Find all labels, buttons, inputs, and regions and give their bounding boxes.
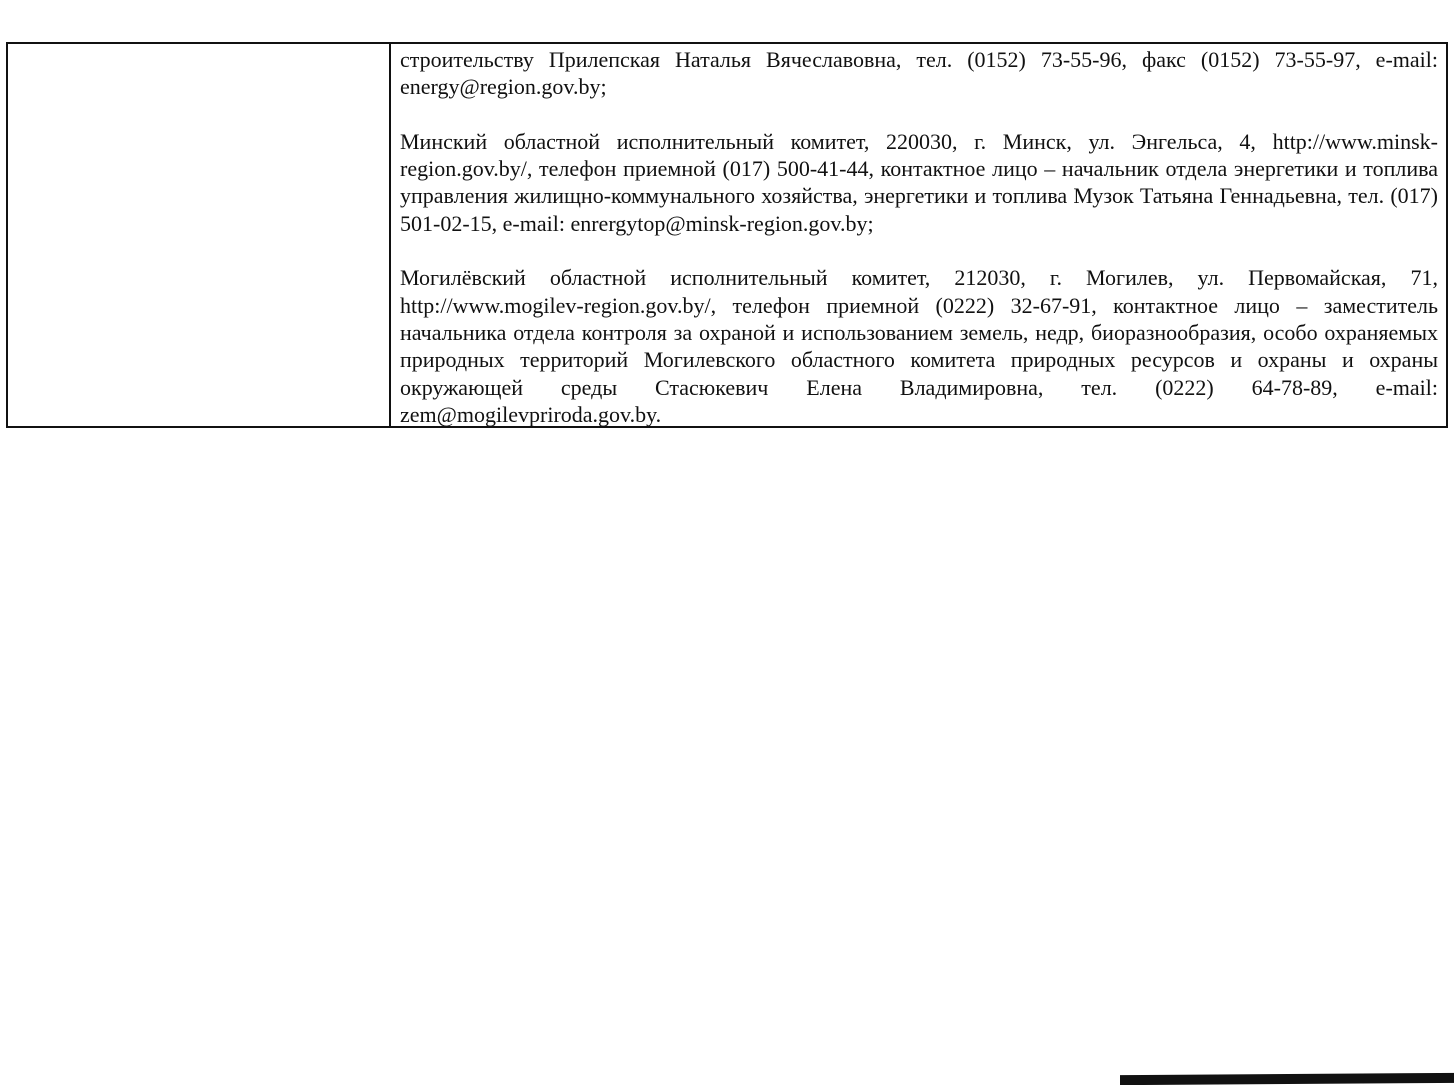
paragraph-grodno-contact: строительству Прилепская Наталья Вячеславовна, тел. (0152) 73-55-96, факс (0152) 73-55-97, e-mail: energy@region.gov.by; <box>400 47 1438 100</box>
table-cell-empty-left <box>8 44 391 426</box>
scan-edge-shadow <box>1120 1073 1454 1085</box>
table-cell-contacts <box>391 44 1446 426</box>
paragraph-mogilev-committee: Могилёвский областной исполнительный комитет, 212030, г. Могилев, ул. Первомайская, 71, http://www.mogilev-region.gov.by/, телефон приемной (0222) 32-67-91, контактное лицо – заместитель начальника отдела контроля за охраной и использованием земель, недр, биоразнообразия, особо охраняемых природных территорий Могилевского областного комитета природных ресурсов и охраны и охраны окружающей среды Стасюкевич Елена Владимировна, тел. (0222) 64-78-89, e-mail: zem@mogilevpriroda.gov.by. <box>400 265 1438 427</box>
paragraph-minsk-committee: Минский областной исполнительный комитет, 220030, г. Минск, ул. Энгельса, 4, http://www.minsk-region.gov.by/, телефон приемной (017) 500-41-44, контактное лицо – начальник отдела энергетики и топлива управления жилищно-коммунального хозяйства, энергетики и топлива Музок Татьяна Геннадьевна, тел. (017) 501-02-15, e-mail: enrergytop@minsk-region.gov.by; <box>400 128 1438 236</box>
contacts-table <box>6 42 1448 428</box>
